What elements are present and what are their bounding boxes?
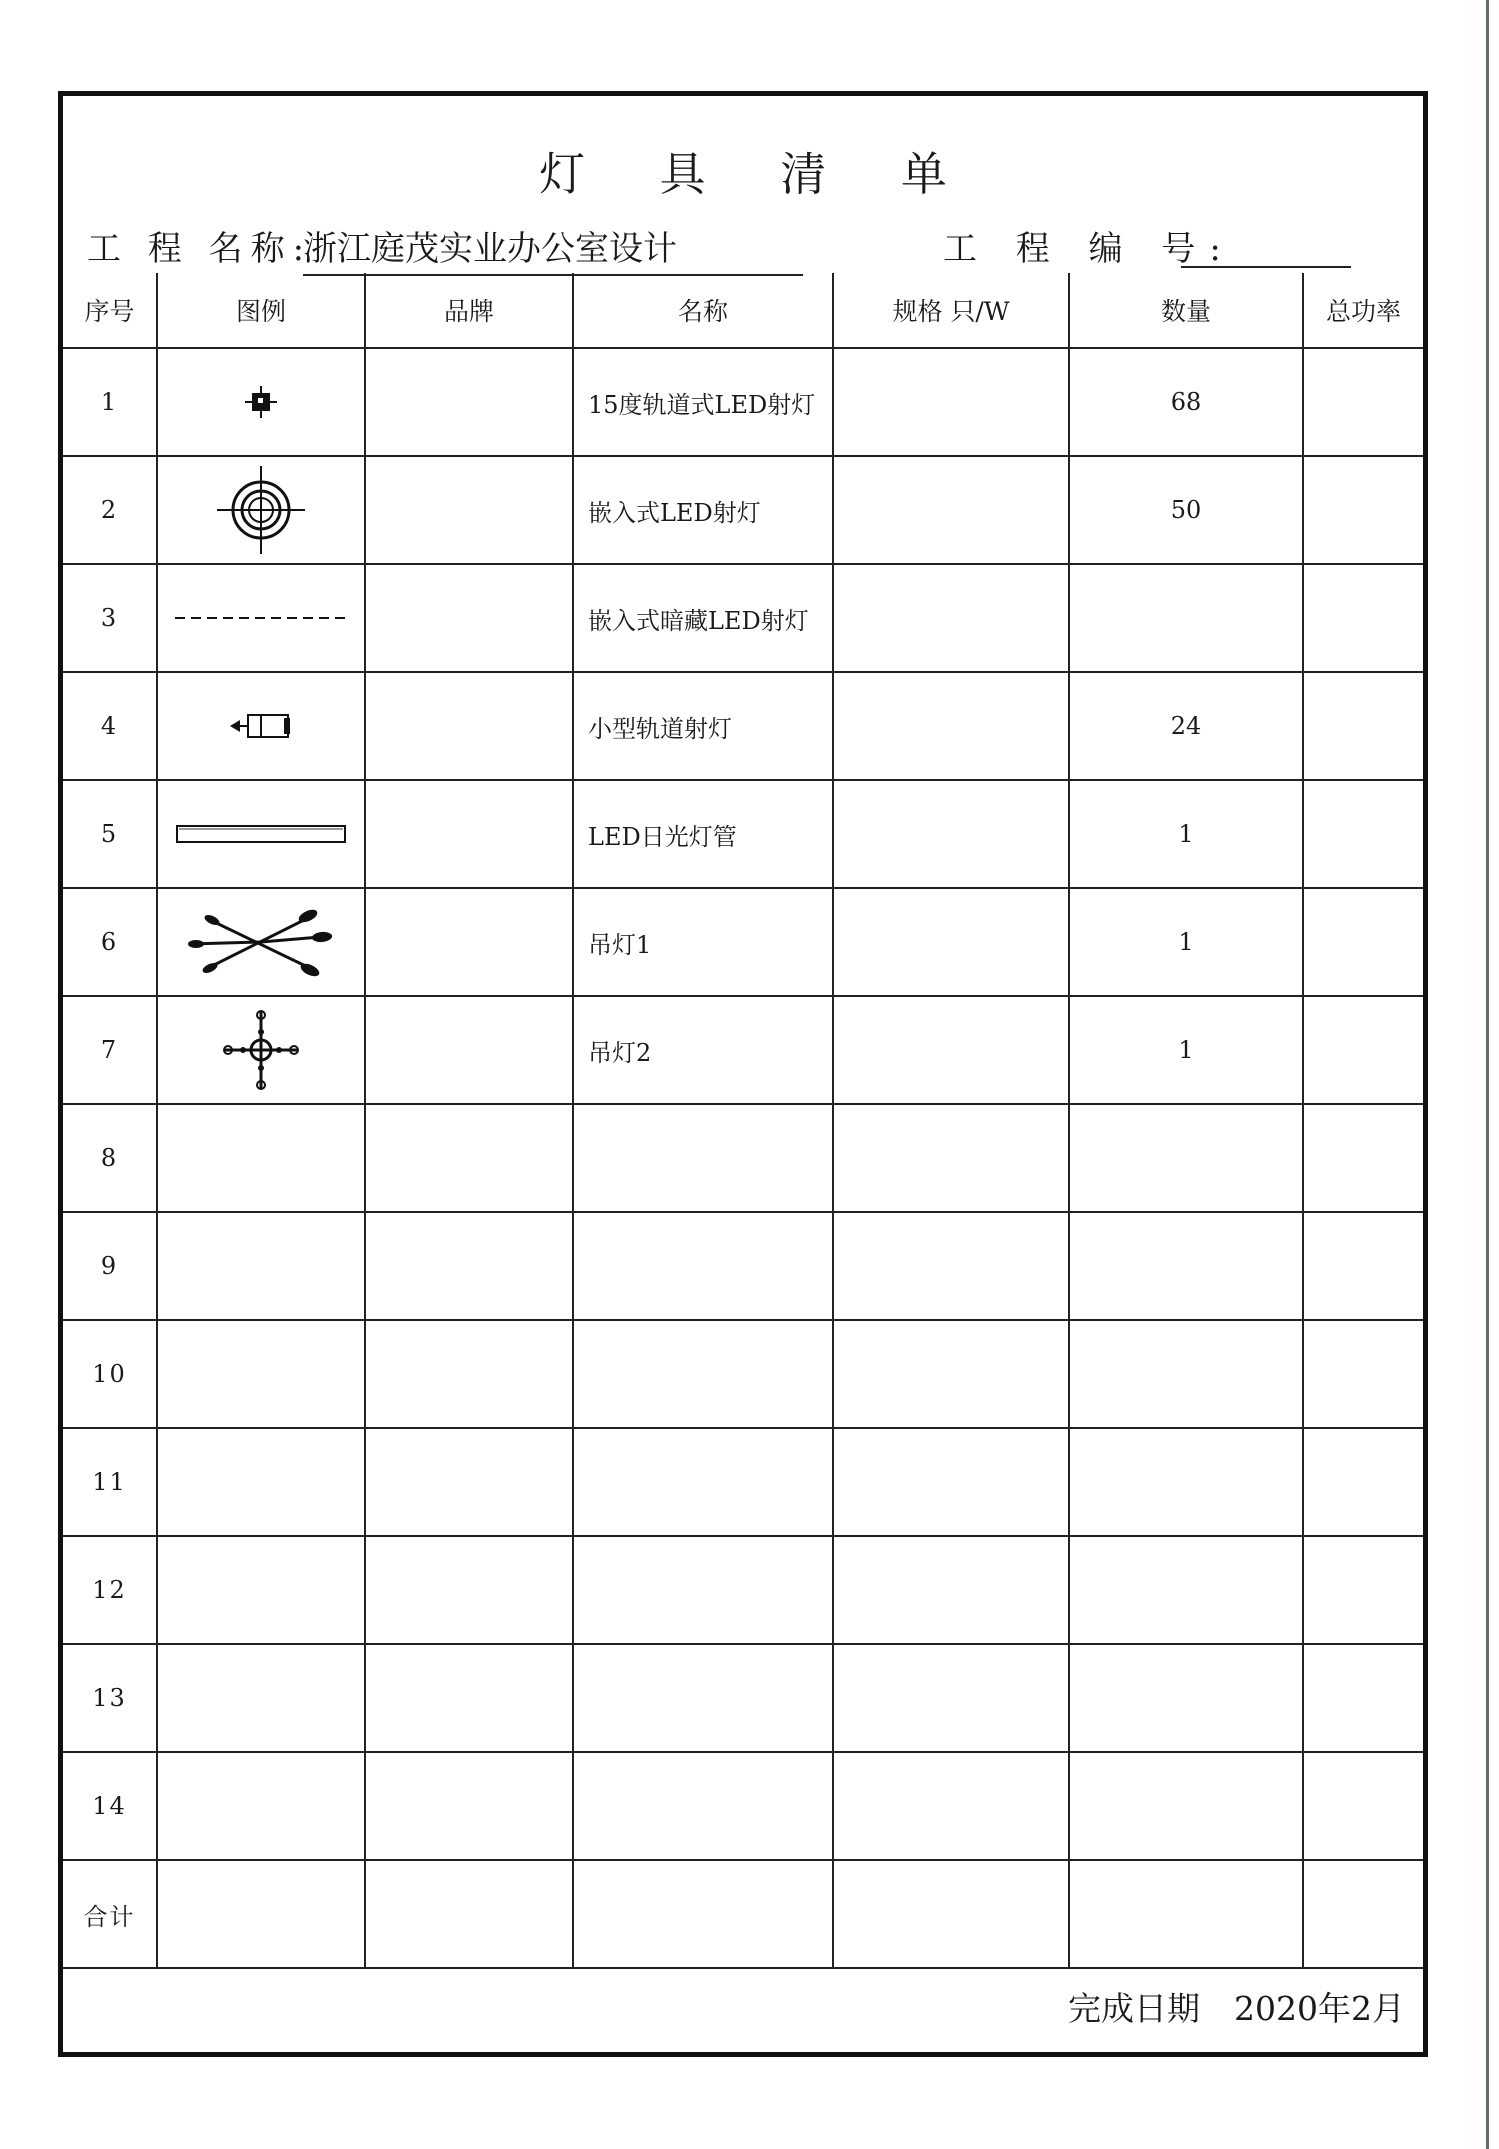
quantity-cell: 24	[1069, 672, 1303, 780]
lighting-schedule-sheet	[58, 91, 1428, 2057]
header-cell: 名称	[573, 273, 833, 348]
row-number: 6	[63, 888, 157, 996]
header-cell: 品牌	[365, 273, 573, 348]
legend-symbol	[157, 780, 365, 888]
table-row	[63, 564, 1423, 672]
row-number: 7	[63, 996, 157, 1104]
legend-symbol	[157, 996, 365, 1104]
header-cell: 规格 只/W	[833, 273, 1069, 348]
total-power-cell	[1303, 1428, 1423, 1536]
table-row	[63, 1752, 1423, 1860]
fixture-name	[573, 1212, 833, 1320]
spec-cell	[833, 1644, 1069, 1752]
brand-cell	[365, 888, 573, 996]
legend-symbol	[157, 1644, 365, 1752]
table-row	[63, 456, 1423, 564]
table-row	[63, 348, 1423, 456]
row-number: 1	[63, 348, 157, 456]
fixture-name	[573, 1428, 833, 1536]
total-cell	[573, 1860, 833, 1968]
legend-symbol	[157, 456, 365, 564]
pendant-lamp-1-icon	[158, 902, 364, 982]
lighting-table	[63, 273, 1423, 1969]
table-row	[63, 1212, 1423, 1320]
quantity-cell: 50	[1069, 456, 1303, 564]
spec-cell	[833, 456, 1069, 564]
total-power-cell	[1303, 780, 1423, 888]
table-row	[63, 672, 1423, 780]
fixture-name	[573, 1536, 833, 1644]
legend-symbol	[157, 1536, 365, 1644]
fixture-name: 15度轨道式LED射灯	[573, 348, 833, 456]
fixture-name: 嵌入式LED射灯	[573, 456, 833, 564]
document-title: 灯 具 清 单	[539, 147, 977, 201]
spec-cell	[833, 888, 1069, 996]
quantity-cell	[1069, 1212, 1303, 1320]
fixture-name	[573, 1104, 833, 1212]
spec-cell	[833, 1212, 1069, 1320]
page-edge-line	[1486, 0, 1489, 2149]
pendant-lamp-2-icon	[158, 1008, 364, 1092]
table-row	[63, 1320, 1423, 1428]
total-cell	[1069, 1860, 1303, 1968]
header-cell: 总功率	[1303, 273, 1423, 348]
fixture-name: LED日光灯管	[573, 780, 833, 888]
legend-symbol	[157, 1428, 365, 1536]
legend-symbol	[157, 1104, 365, 1212]
fixture-name: 吊灯1	[573, 888, 833, 996]
project-number-blank	[1181, 266, 1351, 268]
quantity-cell	[1069, 1644, 1303, 1752]
row-number: 3	[63, 564, 157, 672]
completion-info	[1034, 1983, 1405, 2030]
legend-symbol	[157, 348, 365, 456]
total-label: 合计	[63, 1860, 157, 1968]
total-cell	[833, 1860, 1069, 1968]
brand-cell	[365, 1644, 573, 1752]
project-number-label: 工 程 编 号:	[943, 229, 1235, 269]
table-row	[63, 1428, 1423, 1536]
brand-cell	[365, 1752, 573, 1860]
completion-date: 2020年2月	[1234, 1989, 1405, 2028]
spec-cell	[833, 672, 1069, 780]
row-number: 10	[63, 1320, 157, 1428]
total-power-cell	[1303, 1212, 1423, 1320]
quantity-cell: 1	[1069, 888, 1303, 996]
total-power-cell	[1303, 888, 1423, 996]
total-row	[63, 1860, 1423, 1968]
led-tube-icon	[158, 823, 364, 845]
row-number: 8	[63, 1104, 157, 1212]
total-power-cell	[1303, 996, 1423, 1104]
row-number: 2	[63, 456, 157, 564]
project-name-label: 工 程 名称:	[87, 229, 313, 269]
brand-cell	[365, 672, 573, 780]
fixture-name	[573, 1752, 833, 1860]
quantity-cell: 1	[1069, 996, 1303, 1104]
header-cell: 序号	[63, 273, 157, 348]
table-row	[63, 1644, 1423, 1752]
total-power-cell	[1303, 1644, 1423, 1752]
quantity-cell	[1069, 564, 1303, 672]
total-power-cell	[1303, 1536, 1423, 1644]
legend-symbol	[157, 1212, 365, 1320]
total-power-cell	[1303, 1320, 1423, 1428]
total-power-cell	[1303, 348, 1423, 456]
fixture-name	[573, 1644, 833, 1752]
table-header-row	[63, 273, 1423, 348]
quantity-cell	[1069, 1752, 1303, 1860]
brand-cell	[365, 1428, 573, 1536]
header-cell: 数量	[1069, 273, 1303, 348]
fixture-name	[573, 1320, 833, 1428]
quantity-cell	[1069, 1320, 1303, 1428]
row-number: 9	[63, 1212, 157, 1320]
brand-cell	[365, 456, 573, 564]
spec-cell	[833, 348, 1069, 456]
table-row	[63, 888, 1423, 996]
legend-symbol	[157, 1752, 365, 1860]
row-number: 4	[63, 672, 157, 780]
row-number: 14	[63, 1752, 157, 1860]
total-power-cell	[1303, 564, 1423, 672]
completion-label: 完成日期	[1068, 1989, 1201, 2028]
brand-cell	[365, 996, 573, 1104]
table-row	[63, 780, 1423, 888]
brand-cell	[365, 1536, 573, 1644]
fixture-name: 嵌入式暗藏LED射灯	[573, 564, 833, 672]
quantity-cell	[1069, 1428, 1303, 1536]
spec-cell	[833, 1320, 1069, 1428]
total-power-cell	[1303, 1104, 1423, 1212]
legend-symbol	[157, 564, 365, 672]
legend-symbol	[157, 672, 365, 780]
table-row	[63, 1104, 1423, 1212]
small-track-light-icon	[158, 710, 364, 742]
row-number: 11	[63, 1428, 157, 1536]
table-row	[63, 1536, 1423, 1644]
total-power-cell	[1303, 672, 1423, 780]
table-row	[63, 996, 1423, 1104]
total-cell	[1303, 1860, 1423, 1968]
fixture-name: 吊灯2	[573, 996, 833, 1104]
brand-cell	[365, 1212, 573, 1320]
spec-cell	[833, 996, 1069, 1104]
brand-cell	[365, 1320, 573, 1428]
quantity-cell: 1	[1069, 780, 1303, 888]
spec-cell	[833, 1752, 1069, 1860]
spec-cell	[833, 1536, 1069, 1644]
legend-symbol	[157, 888, 365, 996]
row-number: 13	[63, 1644, 157, 1752]
spec-cell	[833, 780, 1069, 888]
quantity-cell	[1069, 1104, 1303, 1212]
brand-cell	[365, 780, 573, 888]
quantity-cell	[1069, 1536, 1303, 1644]
total-cell	[365, 1860, 573, 1968]
spec-cell	[833, 1104, 1069, 1212]
fixture-name: 小型轨道射灯	[573, 672, 833, 780]
row-number: 5	[63, 780, 157, 888]
legend-symbol	[157, 1320, 365, 1428]
brand-cell	[365, 348, 573, 456]
recessed-spotlight-icon	[158, 462, 364, 558]
brand-cell	[365, 564, 573, 672]
track-spotlight-icon	[158, 382, 364, 422]
quantity-cell: 68	[1069, 348, 1303, 456]
total-power-cell	[1303, 1752, 1423, 1860]
total-cell	[157, 1860, 365, 1968]
header-cell: 图例	[157, 273, 365, 348]
spec-cell	[833, 1428, 1069, 1536]
hidden-led-strip-icon	[158, 612, 364, 624]
spec-cell	[833, 564, 1069, 672]
project-name-value: 浙江庭茂实业办公室设计	[303, 221, 803, 276]
row-number: 12	[63, 1536, 157, 1644]
total-power-cell	[1303, 456, 1423, 564]
brand-cell	[365, 1104, 573, 1212]
